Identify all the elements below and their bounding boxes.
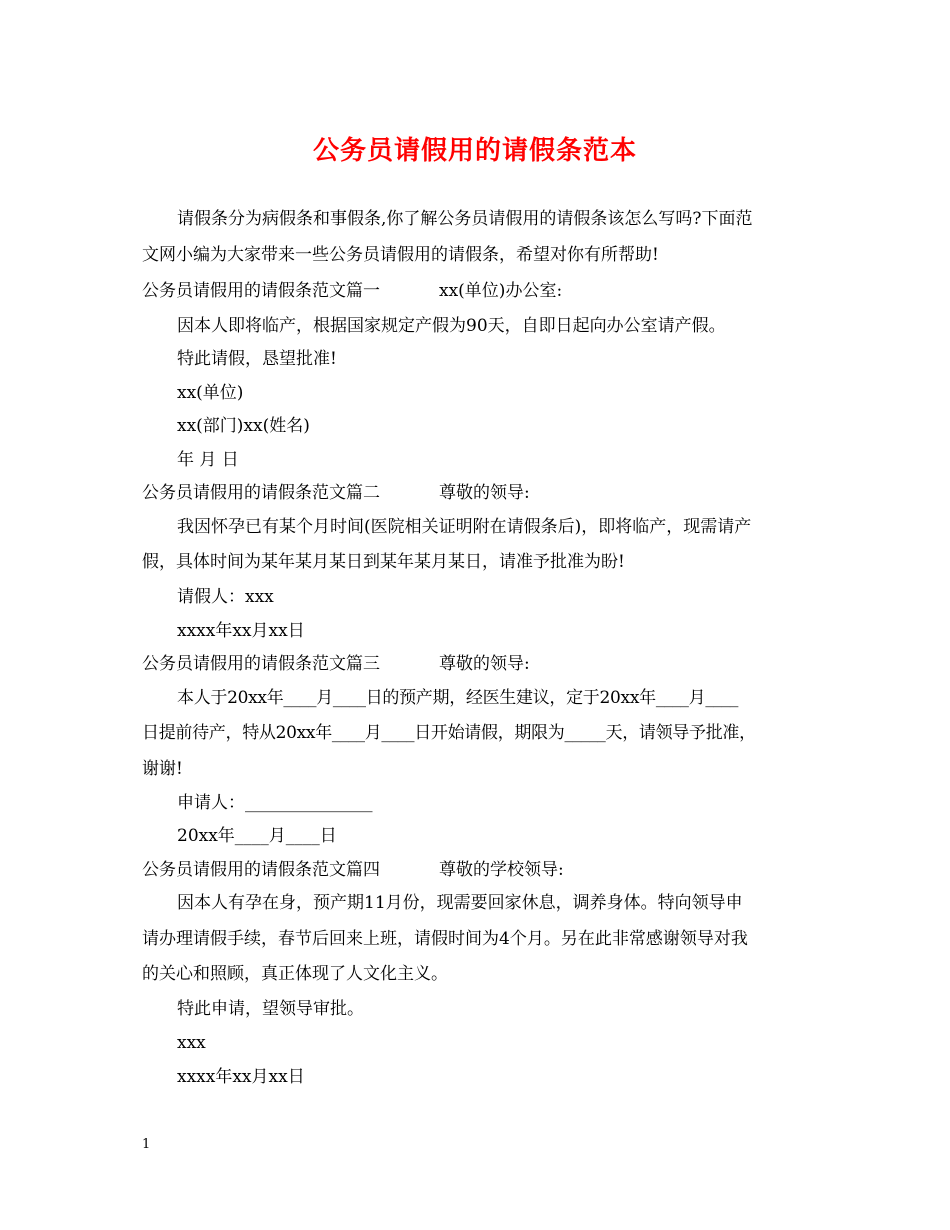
section-2-line-2: 假，具体时间为某年某月某日到某年某月某日，请准予批准为盼!: [142, 552, 625, 572]
section-3-line-5: 20xx年____月____日: [177, 826, 337, 846]
section-1-heading-row: [142, 279, 842, 303]
section-4-line-3: 的关心和照顾，真正体现了人文化主义。: [142, 964, 448, 984]
section-4-salutation: 尊敬的学校领导:: [439, 860, 564, 880]
section-1-line-5: 年 月 日: [177, 450, 239, 470]
section-3-line-3: 谢谢!: [142, 759, 183, 779]
section-4-heading-row: [142, 858, 842, 882]
section-1-heading: 公务员请假用的请假条范文篇一: [142, 281, 380, 301]
section-2-line-1: 我因怀孕已有某个月时间(医院相关证明附在请假条后)，即将临产，现需请产: [177, 517, 752, 537]
section-2-line-4: xxxx年xx月xx日: [177, 621, 305, 641]
section-2-salutation: 尊敬的领导:: [439, 483, 530, 503]
section-2-heading-row: [142, 481, 842, 505]
document-title: 公务员请假用的请假条范本: [312, 136, 637, 166]
section-4-line-2: 请办理请假手续，春节后回来上班，请假时间为4个月。另在此非常感谢领导对我: [142, 929, 748, 949]
page-number: 1: [142, 1137, 151, 1152]
section-2-line-3: 请假人：xxx: [177, 587, 274, 607]
section-3-heading: 公务员请假用的请假条范文篇三: [142, 654, 380, 674]
section-4-heading: 公务员请假用的请假条范文篇四: [142, 860, 380, 880]
section-1-line-4: xx(部门)xx(姓名): [177, 416, 310, 436]
section-1-line-3: xx(单位): [177, 383, 244, 403]
section-3-line-1: 本人于20xx年____月____日的预产期，经医生建议，定于20xx年____月____: [177, 688, 739, 708]
section-3-salutation: 尊敬的领导:: [439, 654, 530, 674]
section-3-heading-row: [142, 652, 842, 676]
section-1-salutation: xx(单位)办公室:: [439, 281, 563, 301]
section-4-line-5: xxx: [177, 1033, 206, 1053]
section-4-line-1: 因本人有孕在身，预产期11月份，现需要回家休息，调养身体。特向领导申: [177, 893, 743, 913]
section-3-line-4: 申请人：_______________: [177, 793, 373, 813]
intro-line-2: 文网小编为大家带来一些公务员请假用的请假条，希望对你有所帮助!: [142, 245, 659, 265]
section-1-line-2: 特此请假，恳望批准!: [177, 349, 337, 369]
section-3-line-2: 日提前待产，特从20xx年____月____日开始请假，期限为_____天，请领导予批准，: [142, 723, 756, 743]
section-2-heading: 公务员请假用的请假条范文篇二: [142, 483, 380, 503]
section-1-line-1: 因本人即将临产，根据国家规定产假为90天，自即日起向办公室请产假。: [177, 316, 726, 336]
intro-line-1: 请假条分为病假条和事假条,你了解公务员请假用的请假条该怎么写吗?下面范: [177, 209, 753, 229]
section-4-line-6: xxxx年xx月xx日: [177, 1067, 305, 1087]
section-4-line-4: 特此申请，望领导审批。: [177, 999, 364, 1019]
